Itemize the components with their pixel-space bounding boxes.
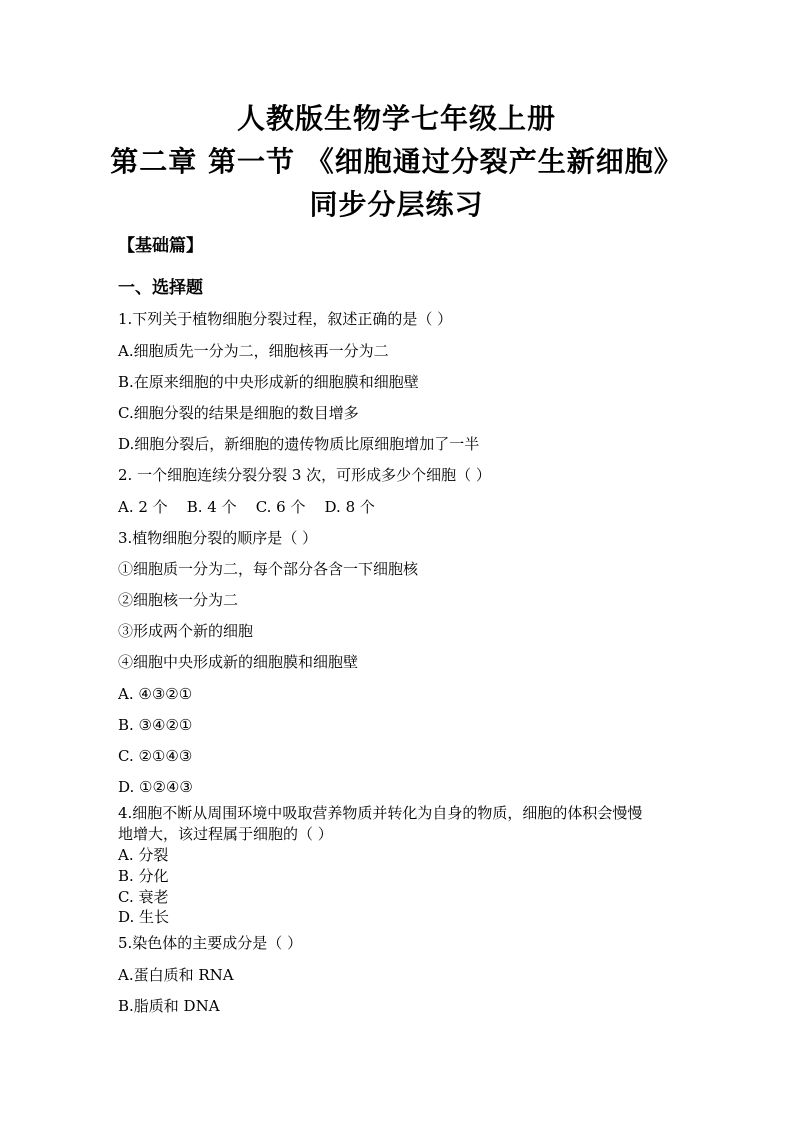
q3-step-4: ④细胞中央形成新的细胞膜和细胞壁 [118, 653, 359, 671]
q3-step-2: ②细胞核一分为二 [118, 591, 239, 609]
q4-option-a: A. 分裂 [118, 846, 169, 864]
q3-option-a: A. ④③②① [118, 685, 193, 703]
q1-option-c: C.细胞分裂的结果是细胞的数目增多 [118, 404, 359, 422]
doc-title-line2: 第二章 第一节 《细胞通过分裂产生新细胞》 [110, 145, 683, 178]
q3-option-c: C. ②①④③ [118, 747, 193, 765]
q3-stem: 3.植物细胞分裂的顺序是（ ） [118, 529, 318, 547]
section-heading: 【基础篇】 [118, 236, 203, 256]
doc-title-line3: 同步分层练习 [309, 188, 484, 221]
q3-step-3: ③形成两个新的细胞 [118, 622, 254, 640]
q1-stem: 1.下列关于植物细胞分裂过程，叙述正确的是（ ） [118, 310, 453, 328]
q1-option-a: A.细胞质先一分为二，细胞核再一分为二 [118, 342, 389, 360]
q5-stem: 5.染色体的主要成分是（ ） [118, 934, 303, 952]
q5-option-a: A.蛋白质和 RNA [118, 966, 234, 984]
q3-option-b: B. ③④②① [118, 716, 193, 734]
q2-stem: 2. 一个细胞连续分裂分裂 3 次，可形成多少个细胞（ ） [118, 466, 491, 484]
q3-option-d: D. ①②④③ [118, 778, 193, 796]
doc-title-line1: 人教版生物学七年级上册 [236, 102, 556, 135]
q1-option-b: B.在原来细胞的中央形成新的细胞膜和细胞壁 [118, 373, 419, 391]
q4-option-b: B. 分化 [118, 867, 169, 885]
q5-option-b: B.脂质和 DNA [118, 997, 220, 1015]
q2-options: A. 2 个 B. 4 个 C. 6 个 D. 8 个 [118, 498, 375, 516]
q4-option-c: C. 衰老 [118, 888, 169, 906]
part-heading: 一、选择题 [118, 278, 203, 298]
q4-stem-line2: 地增大，该过程属于细胞的（ ） [118, 825, 333, 843]
q4-option-d: D. 生长 [118, 908, 170, 926]
q1-option-d: D.细胞分裂后，新细胞的遗传物质比原细胞增加了一半 [118, 435, 480, 453]
q3-step-1: ①细胞质一分为二，每个部分各含一下细胞核 [118, 560, 419, 578]
q4-stem-line1: 4.细胞不断从周围环境中吸取营养物质并转化为自身的物质，细胞的体积会慢慢 [118, 804, 643, 822]
